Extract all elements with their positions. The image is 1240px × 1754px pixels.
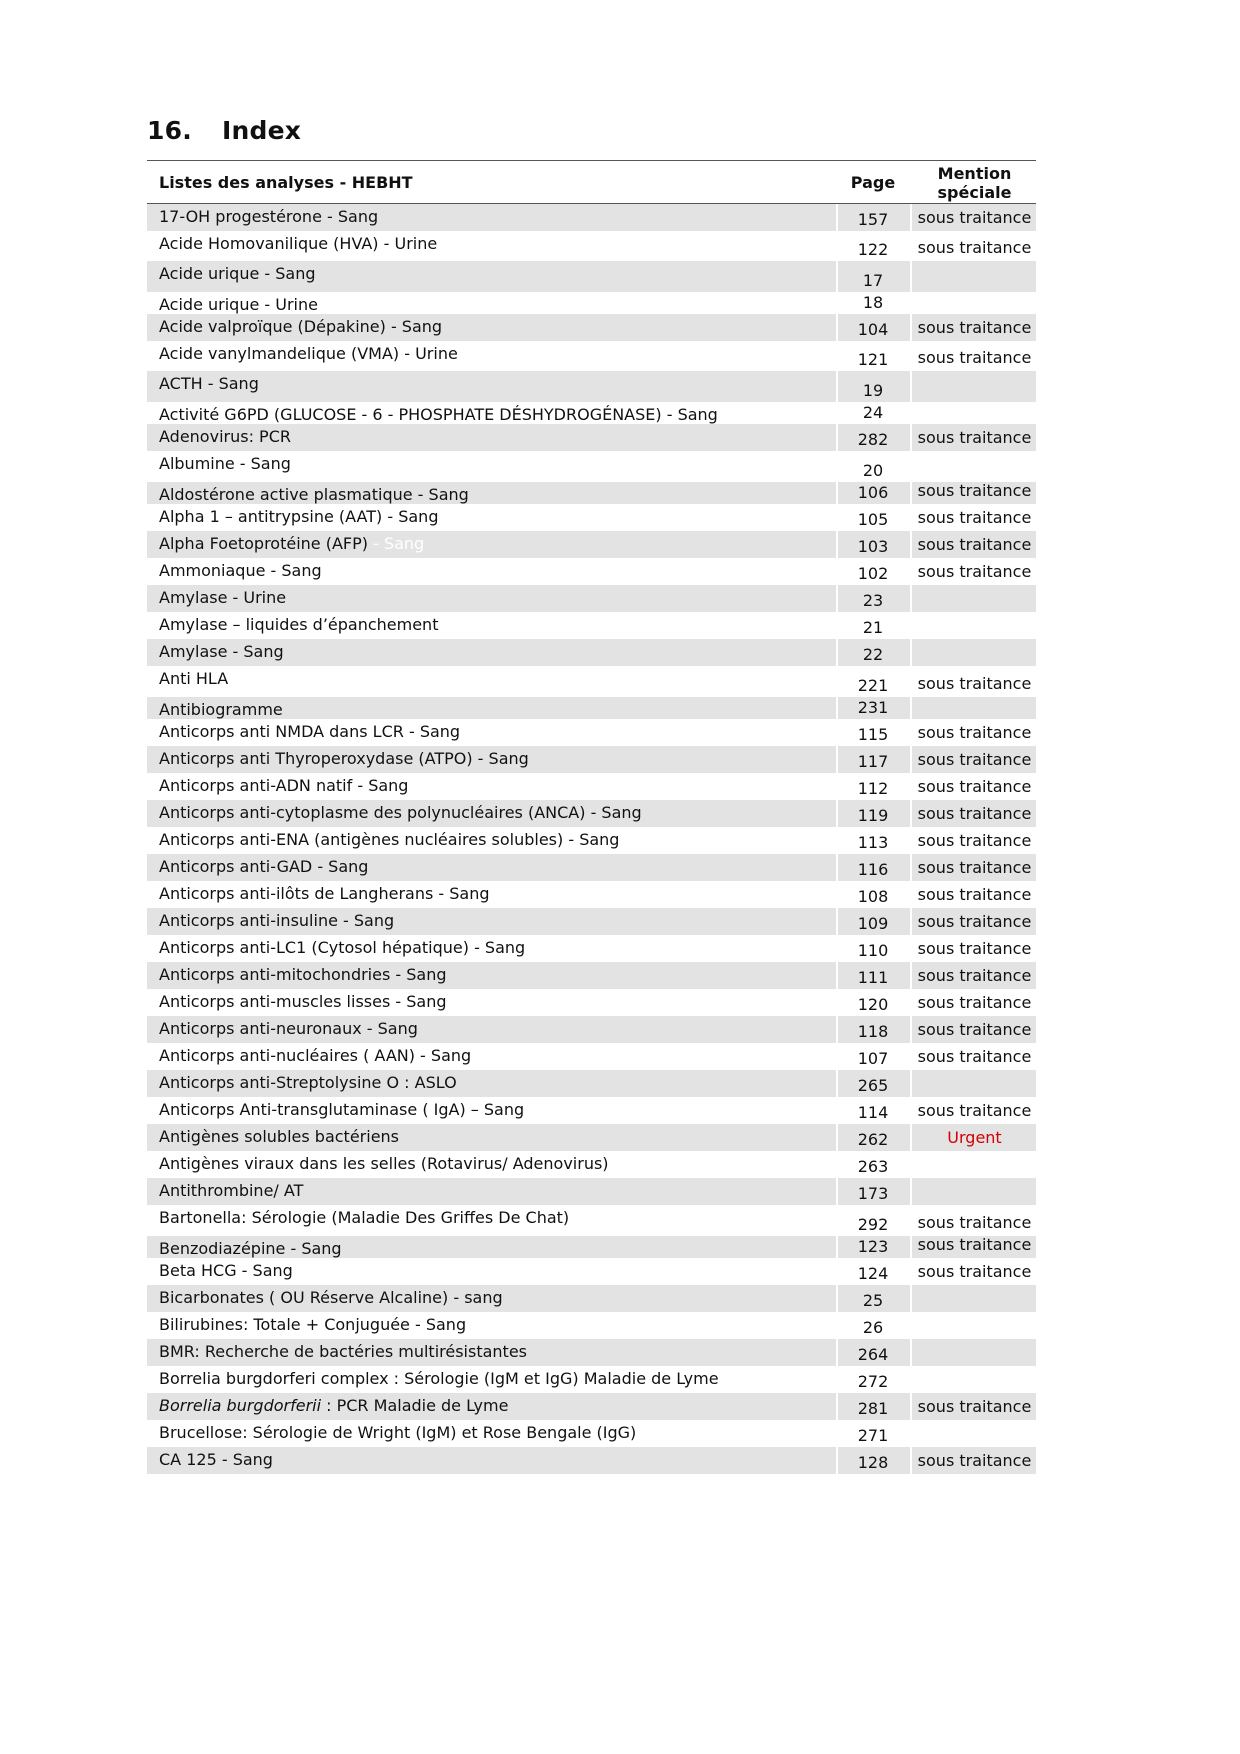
column-divider — [910, 1339, 912, 1366]
table-row — [147, 585, 1036, 612]
page-number: 262 — [857, 1130, 889, 1149]
analysis-name-text: Anti HLA — [159, 669, 229, 688]
page-number: 231 — [857, 698, 889, 717]
page-number: 103 — [857, 537, 889, 556]
analysis-name — [159, 938, 525, 957]
table-row — [147, 1258, 1036, 1285]
analysis-name-text: Antigènes viraux dans les selles (Rotavirus/ Adenovirus) — [159, 1154, 609, 1173]
table-row — [147, 854, 1036, 881]
analysis-name — [159, 911, 394, 930]
analysis-name-text: Anticorps anti Thyroperoxydase (ATPO) - Sang — [159, 749, 529, 768]
mention-label: sous traitance — [917, 885, 1032, 904]
table-row — [147, 314, 1036, 341]
analysis-name-text: CA 125 - Sang — [159, 1450, 273, 1469]
analysis-name-text: Anticorps anti-cytoplasme des polynucléaires (ANCA) - Sang — [159, 803, 642, 822]
mention-label: sous traitance — [917, 912, 1032, 931]
analysis-name-text: Benzodiazépine - Sang — [159, 1239, 342, 1258]
column-divider — [910, 800, 912, 827]
column-divider — [910, 908, 912, 935]
table-row — [147, 204, 1036, 231]
table-row — [147, 482, 1036, 504]
table-row — [147, 424, 1036, 451]
analysis-name-text: Anticorps anti-mitochondries - Sang — [159, 965, 447, 984]
analysis-name — [159, 1342, 527, 1361]
analysis-name — [159, 561, 322, 580]
analysis-name-text: 17-OH progestérone - Sang — [159, 207, 379, 226]
table-row — [147, 261, 1036, 292]
page-number: 111 — [857, 968, 889, 987]
column-divider — [910, 697, 912, 719]
table-row — [147, 881, 1036, 908]
analysis-name — [159, 427, 291, 446]
analysis-name — [159, 1450, 273, 1469]
analysis-name-text: Albumine - Sang — [159, 454, 291, 473]
table-row — [147, 989, 1036, 1016]
column-divider — [910, 1151, 912, 1178]
header-analyses: Listes des analyses - HEBHT — [159, 173, 413, 192]
page-number: 24 — [862, 403, 884, 422]
analysis-name — [159, 642, 284, 661]
analysis-name — [159, 1100, 524, 1119]
page-number: 105 — [857, 510, 889, 529]
analysis-name — [159, 1369, 719, 1388]
page-number: 110 — [857, 941, 889, 960]
mention-label: sous traitance — [917, 777, 1032, 796]
page-number: 20 — [862, 461, 884, 480]
column-divider — [910, 1447, 912, 1474]
column-divider — [910, 558, 912, 585]
analysis-name-suffix: - Sang — [368, 534, 425, 553]
table-row — [147, 451, 1036, 482]
analysis-name — [159, 1208, 569, 1227]
column-divider — [910, 935, 912, 962]
page-number: 281 — [857, 1399, 889, 1418]
column-divider — [910, 1236, 912, 1258]
column-divider — [910, 292, 912, 314]
analysis-name-text: Activité G6PD (GLUCOSE - 6 - PHOSPHATE DÉSHYDROGÉNASE) - Sang — [159, 405, 718, 424]
analysis-name — [159, 884, 490, 903]
analysis-name — [159, 700, 283, 719]
page-number: 23 — [862, 591, 884, 610]
mention-label: sous traitance — [917, 993, 1032, 1012]
table-row — [147, 800, 1036, 827]
mention-label: sous traitance — [917, 238, 1032, 257]
analysis-name — [159, 803, 642, 822]
mention-label: sous traitance — [917, 535, 1032, 554]
table-row — [147, 719, 1036, 746]
page-number: 119 — [857, 806, 889, 825]
column-divider — [910, 719, 912, 746]
analysis-name-text: Brucellose: Sérologie de Wright (IgM) et Rose Bengale (IgG) — [159, 1423, 637, 1442]
column-divider — [910, 881, 912, 908]
page-number: 116 — [857, 860, 889, 879]
analysis-name-text: Acide vanylmandelique (VMA) - Urine — [159, 344, 458, 363]
table-row — [147, 531, 1036, 558]
analysis-name-text: Bicarbonates ( OU Réserve Alcaline) - sang — [159, 1288, 503, 1307]
analysis-name-text: Acide valproïque (Dépakine) - Sang — [159, 317, 443, 336]
mention-label: sous traitance — [917, 939, 1032, 958]
page-number: 221 — [857, 676, 889, 695]
analysis-name-text: Ammoniaque - Sang — [159, 561, 322, 580]
page-number: 102 — [857, 564, 889, 583]
analysis-name — [159, 1261, 293, 1280]
mention-label: sous traitance — [917, 1451, 1032, 1470]
column-divider — [910, 1016, 912, 1043]
mention-label: sous traitance — [917, 750, 1032, 769]
mention-label: sous traitance — [917, 804, 1032, 823]
analysis-name-text: Antibiogramme — [159, 700, 283, 719]
mention-label: sous traitance — [917, 208, 1032, 227]
table-row — [147, 1447, 1036, 1474]
table-row — [147, 402, 1036, 424]
column-divider — [910, 1312, 912, 1339]
column-divider — [910, 639, 912, 666]
page-number: 117 — [857, 752, 889, 771]
column-divider — [910, 424, 912, 451]
page-number: 292 — [857, 1215, 889, 1234]
page-number: 19 — [862, 381, 884, 400]
analysis-name-text: Alpha 1 – antitrypsine (AAT) - Sang — [159, 507, 439, 526]
table-row — [147, 1420, 1036, 1447]
column-divider — [910, 1258, 912, 1285]
column-divider — [910, 531, 912, 558]
table-row — [147, 504, 1036, 531]
analysis-name — [159, 965, 447, 984]
table-row — [147, 1043, 1036, 1070]
column-divider — [910, 504, 912, 531]
table-row — [147, 1312, 1036, 1339]
page-number: 107 — [857, 1049, 889, 1068]
mention-label: sous traitance — [917, 966, 1032, 985]
column-divider — [910, 204, 912, 231]
column-divider — [910, 1178, 912, 1205]
mention-label: sous traitance — [917, 674, 1032, 693]
analysis-name — [159, 1288, 503, 1307]
analysis-name — [159, 722, 460, 741]
mention-label: sous traitance — [917, 1047, 1032, 1066]
analysis-name — [159, 1073, 457, 1092]
mention-label: sous traitance — [917, 428, 1032, 447]
column-divider — [910, 1124, 912, 1151]
analysis-name-text: Acide urique - Urine — [159, 295, 318, 314]
table-row — [147, 1205, 1036, 1236]
page-number: 121 — [857, 350, 889, 369]
table-row — [147, 746, 1036, 773]
table-row — [147, 666, 1036, 697]
header-mention: Mention spéciale — [937, 164, 1012, 202]
page-number: 271 — [857, 1426, 889, 1445]
table-row — [147, 639, 1036, 666]
analysis-name-text: BMR: Recherche de bactéries multirésistantes — [159, 1342, 527, 1361]
page-number: 18 — [862, 293, 884, 312]
mention-label: sous traitance — [917, 1213, 1032, 1232]
analysis-name-text: Anticorps anti-Streptolysine O : ASLO — [159, 1073, 457, 1092]
table-row — [147, 1393, 1036, 1420]
column-divider — [910, 854, 912, 881]
table-row — [147, 612, 1036, 639]
mention-label: sous traitance — [917, 348, 1032, 367]
analysis-name — [159, 588, 286, 607]
table-row — [147, 1124, 1036, 1151]
table-row — [147, 341, 1036, 371]
column-divider — [910, 1285, 912, 1312]
column-divider — [910, 402, 912, 424]
analysis-name — [159, 1154, 609, 1173]
analysis-name-text: Anticorps anti-neuronaux - Sang — [159, 1019, 418, 1038]
analysis-name — [159, 669, 228, 688]
table-row — [147, 962, 1036, 989]
analysis-name-text: Bartonella: Sérologie (Maladie Des Griffes De Chat) — [159, 1208, 570, 1227]
table-body — [147, 204, 1036, 1474]
column-divider — [910, 1366, 912, 1393]
column-divider — [910, 1043, 912, 1070]
mention-label: sous traitance — [917, 831, 1032, 850]
page-number: 21 — [862, 618, 884, 637]
page-number: 112 — [857, 779, 889, 798]
analysis-name — [159, 1181, 303, 1200]
analysis-name — [159, 374, 259, 393]
table-row — [147, 1070, 1036, 1097]
analysis-name-text: Aldostérone active plasmatique - Sang — [159, 485, 469, 504]
column-divider — [910, 612, 912, 639]
analysis-name-text: Antigènes solubles bactériens — [159, 1127, 400, 1146]
column-divider — [910, 1205, 912, 1236]
analysis-name-text: Anticorps anti-insuline - Sang — [159, 911, 395, 930]
page-number: 123 — [857, 1237, 889, 1256]
page-number: 124 — [857, 1264, 889, 1283]
column-divider — [910, 1420, 912, 1447]
page-number: 120 — [857, 995, 889, 1014]
analysis-name-text: ACTH - Sang — [159, 374, 259, 393]
analysis-name — [159, 1127, 399, 1146]
table-row — [147, 773, 1036, 800]
page-number: 26 — [862, 1318, 884, 1337]
analysis-name — [159, 534, 424, 553]
analysis-name — [159, 295, 318, 314]
column-divider — [910, 962, 912, 989]
column-divider — [910, 451, 912, 482]
mention-label: sous traitance — [917, 481, 1032, 500]
mention-label: sous traitance — [917, 858, 1032, 877]
analysis-name — [159, 485, 469, 504]
analysis-name — [159, 1423, 636, 1442]
mention-label: sous traitance — [917, 318, 1032, 337]
table-row — [147, 697, 1036, 719]
column-divider — [910, 371, 912, 402]
column-divider — [910, 261, 912, 292]
column-divider — [910, 746, 912, 773]
table-row — [147, 935, 1036, 962]
page-number: 113 — [857, 833, 889, 852]
page-number: 25 — [862, 1291, 884, 1310]
analysis-name — [159, 1239, 342, 1258]
page-number: 282 — [857, 430, 889, 449]
column-divider — [910, 482, 912, 504]
page-number: 22 — [862, 645, 884, 664]
analysis-name — [159, 344, 458, 363]
page-number: 109 — [857, 914, 889, 933]
table-header — [147, 160, 1036, 204]
page-number: 265 — [857, 1076, 889, 1095]
column-divider — [910, 1097, 912, 1124]
table-row — [147, 1285, 1036, 1312]
analysis-name-text: Borrelia burgdorferi complex : Sérologie (IgM et IgG) Maladie de Lyme — [159, 1369, 719, 1388]
analysis-name-text: Anticorps anti-ENA (antigènes nucléaires solubles) - Sang — [159, 830, 620, 849]
analysis-name-text: Beta HCG - Sang — [159, 1261, 293, 1280]
table-row — [147, 231, 1036, 261]
analysis-name — [159, 264, 316, 283]
column-divider — [910, 314, 912, 341]
column-divider — [910, 585, 912, 612]
analysis-name — [159, 1315, 466, 1334]
page-number: 272 — [857, 1372, 889, 1391]
column-divider — [910, 827, 912, 854]
analysis-name-text: Acide urique - Sang — [159, 264, 316, 283]
table-row — [147, 908, 1036, 935]
mention-label: sous traitance — [917, 723, 1032, 742]
analyses-index-table — [147, 160, 1036, 1474]
analysis-name — [159, 317, 442, 336]
mention-label: sous traitance — [917, 1397, 1032, 1416]
mention-label: sous traitance — [917, 508, 1032, 527]
column-divider — [910, 773, 912, 800]
analysis-name — [159, 857, 368, 876]
mention-label: sous traitance — [917, 562, 1032, 581]
table-row — [147, 292, 1036, 314]
page-number: 173 — [857, 1184, 889, 1203]
column-divider — [910, 666, 912, 697]
table-row — [147, 827, 1036, 854]
page-number: 104 — [857, 320, 889, 339]
analysis-name-text: Amylase - Urine — [159, 588, 287, 607]
analysis-name — [159, 992, 447, 1011]
analysis-name — [159, 830, 619, 849]
analysis-name — [159, 1396, 508, 1415]
page-number: 122 — [857, 240, 889, 259]
analysis-name-italic: Borrelia burgdorferii — [159, 1396, 322, 1415]
analysis-name — [159, 1019, 418, 1038]
column-divider — [910, 1393, 912, 1420]
analysis-name — [159, 454, 291, 473]
analysis-name-text: Acide Homovanilique (HVA) - Urine — [159, 234, 438, 253]
section-heading — [147, 116, 301, 145]
table-row — [147, 371, 1036, 402]
mention-label: sous traitance — [917, 1262, 1032, 1281]
mention-label: sous traitance — [917, 1235, 1032, 1254]
analysis-name-text: Alpha Foetoprotéine (AFP) — [159, 534, 368, 553]
table-row — [147, 1097, 1036, 1124]
table-row — [147, 1339, 1036, 1366]
column-divider — [910, 231, 912, 261]
page-number: 157 — [857, 210, 889, 229]
analysis-name — [159, 234, 437, 253]
analysis-name-text: Antithrombine/ AT — [159, 1181, 304, 1200]
page-number: 115 — [857, 725, 889, 744]
page-number: 106 — [857, 483, 889, 502]
column-divider — [910, 989, 912, 1016]
section-number: 16. — [147, 116, 192, 145]
analysis-name-text: : PCR Maladie de Lyme — [321, 1396, 509, 1415]
header-page: Page — [850, 173, 896, 192]
analysis-name-text: Anticorps anti-nucléaires ( AAN) - Sang — [159, 1046, 472, 1065]
column-divider — [910, 341, 912, 371]
analysis-name-text: Anticorps anti-ilôts de Langherans - Sang — [159, 884, 490, 903]
analysis-name — [159, 776, 408, 795]
analysis-name-text: Anticorps anti NMDA dans LCR - Sang — [159, 722, 461, 741]
analysis-name-text: Adenovirus: PCR — [159, 427, 291, 446]
analysis-name — [159, 207, 378, 226]
page-number: 264 — [857, 1345, 889, 1364]
section-title: Index — [222, 116, 302, 145]
page-number: 263 — [857, 1157, 889, 1176]
page-number: 114 — [857, 1103, 889, 1122]
analysis-name-text: Anticorps anti-GAD - Sang — [159, 857, 369, 876]
table-row — [147, 1366, 1036, 1393]
page-number: 118 — [857, 1022, 889, 1041]
mention-label: sous traitance — [917, 1101, 1032, 1120]
analysis-name — [159, 507, 438, 526]
table-row — [147, 1178, 1036, 1205]
table-row — [147, 558, 1036, 585]
analysis-name — [159, 1046, 471, 1065]
analysis-name-text: Anticorps Anti-transglutaminase ( IgA) – Sang — [159, 1100, 525, 1119]
analysis-name-text: Anticorps anti-LC1 (Cytosol hépatique) - Sang — [159, 938, 526, 957]
page-number: 17 — [862, 271, 884, 290]
analysis-name — [159, 405, 718, 424]
urgent-badge: Urgent — [947, 1128, 1002, 1147]
analysis-name-text: Anticorps anti-ADN natif - Sang — [159, 776, 409, 795]
page-number: 128 — [857, 1453, 889, 1472]
table-row — [147, 1016, 1036, 1043]
analysis-name-text: Amylase - Sang — [159, 642, 284, 661]
column-divider — [910, 1070, 912, 1097]
analysis-name-text: Anticorps anti-muscles lisses - Sang — [159, 992, 447, 1011]
page-number: 108 — [857, 887, 889, 906]
table-row — [147, 1236, 1036, 1258]
analysis-name-text: Amylase – liquides d’épanchement — [159, 615, 439, 634]
analysis-name-text: Bilirubines: Totale + Conjuguée - Sang — [159, 1315, 467, 1334]
analysis-name — [159, 615, 438, 634]
table-row — [147, 1151, 1036, 1178]
analysis-name — [159, 749, 529, 768]
mention-label: sous traitance — [917, 1020, 1032, 1039]
